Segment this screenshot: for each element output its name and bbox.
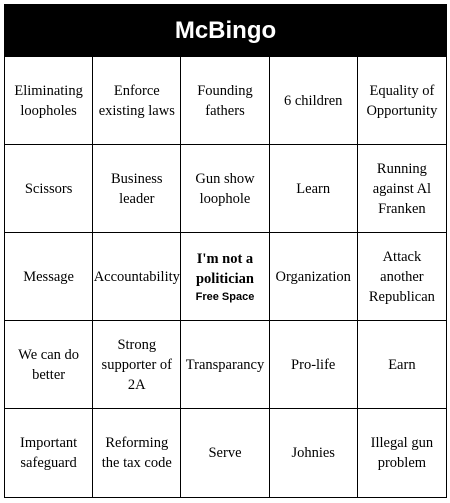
cell-text: Organization — [275, 268, 351, 285]
cell-text: Strong supporter of 2A — [101, 336, 173, 393]
free-space-text: I'm not a politician — [195, 250, 254, 287]
bingo-cell — [93, 409, 181, 497]
cell-text: Johnies — [291, 445, 335, 461]
bingo-cell — [270, 321, 358, 409]
bingo-cell — [93, 145, 181, 233]
bingo-cell — [181, 57, 269, 145]
free-space-label: Free Space — [195, 290, 255, 303]
cell-text: Illegal gun problem — [370, 435, 434, 471]
card-title: McBingo — [5, 5, 446, 57]
cell-text: 6 children — [284, 92, 343, 109]
bingo-cell — [270, 233, 358, 321]
bingo-cell — [5, 145, 93, 233]
bingo-cell — [93, 321, 181, 409]
bingo-cell — [358, 409, 446, 497]
bingo-cell — [358, 233, 446, 321]
cell-text: Business leader — [111, 170, 163, 207]
cell-text: Serve — [208, 445, 242, 461]
cell-text: Gun show loophole — [195, 170, 255, 207]
bingo-cell — [181, 409, 269, 497]
bingo-cell — [270, 145, 358, 233]
cell-text: Earn — [388, 356, 416, 373]
bingo-cell — [5, 57, 93, 145]
bingo-cell — [181, 321, 269, 409]
cell-text: Enforce existing laws — [98, 82, 175, 119]
cell-text: Scissors — [24, 180, 73, 197]
cell-text: Reforming the tax code — [101, 435, 172, 471]
bingo-cell — [358, 321, 446, 409]
bingo-grid — [5, 57, 446, 497]
cell-text: Running against Al Franken — [372, 160, 432, 217]
bingo-cell — [5, 321, 93, 409]
bingo-cell — [5, 409, 93, 497]
bingo-cell — [270, 57, 358, 145]
bingo-cell — [358, 57, 446, 145]
cell-text: Learn — [296, 180, 331, 197]
bingo-card — [4, 4, 447, 498]
cell-text: Important safeguard — [20, 435, 78, 471]
cell-text: We can do better — [18, 346, 80, 383]
cell-text: Founding fathers — [197, 82, 253, 119]
cell-text: Attack another Republican — [368, 248, 435, 305]
bingo-cell — [270, 409, 358, 497]
free-space-cell — [181, 233, 269, 321]
cell-text: Message — [23, 268, 74, 285]
bingo-cell — [93, 233, 181, 321]
cell-text: Accountability — [93, 268, 180, 285]
cell-text: Equality of Opportunity — [366, 82, 438, 119]
bingo-cell — [181, 145, 269, 233]
bingo-cell — [93, 57, 181, 145]
bingo-cell — [5, 233, 93, 321]
bingo-cell — [358, 145, 446, 233]
cell-text: Eliminating loopholes — [14, 82, 83, 119]
cell-text: Transparancy — [185, 356, 265, 373]
cell-text: Pro-life — [291, 356, 336, 373]
